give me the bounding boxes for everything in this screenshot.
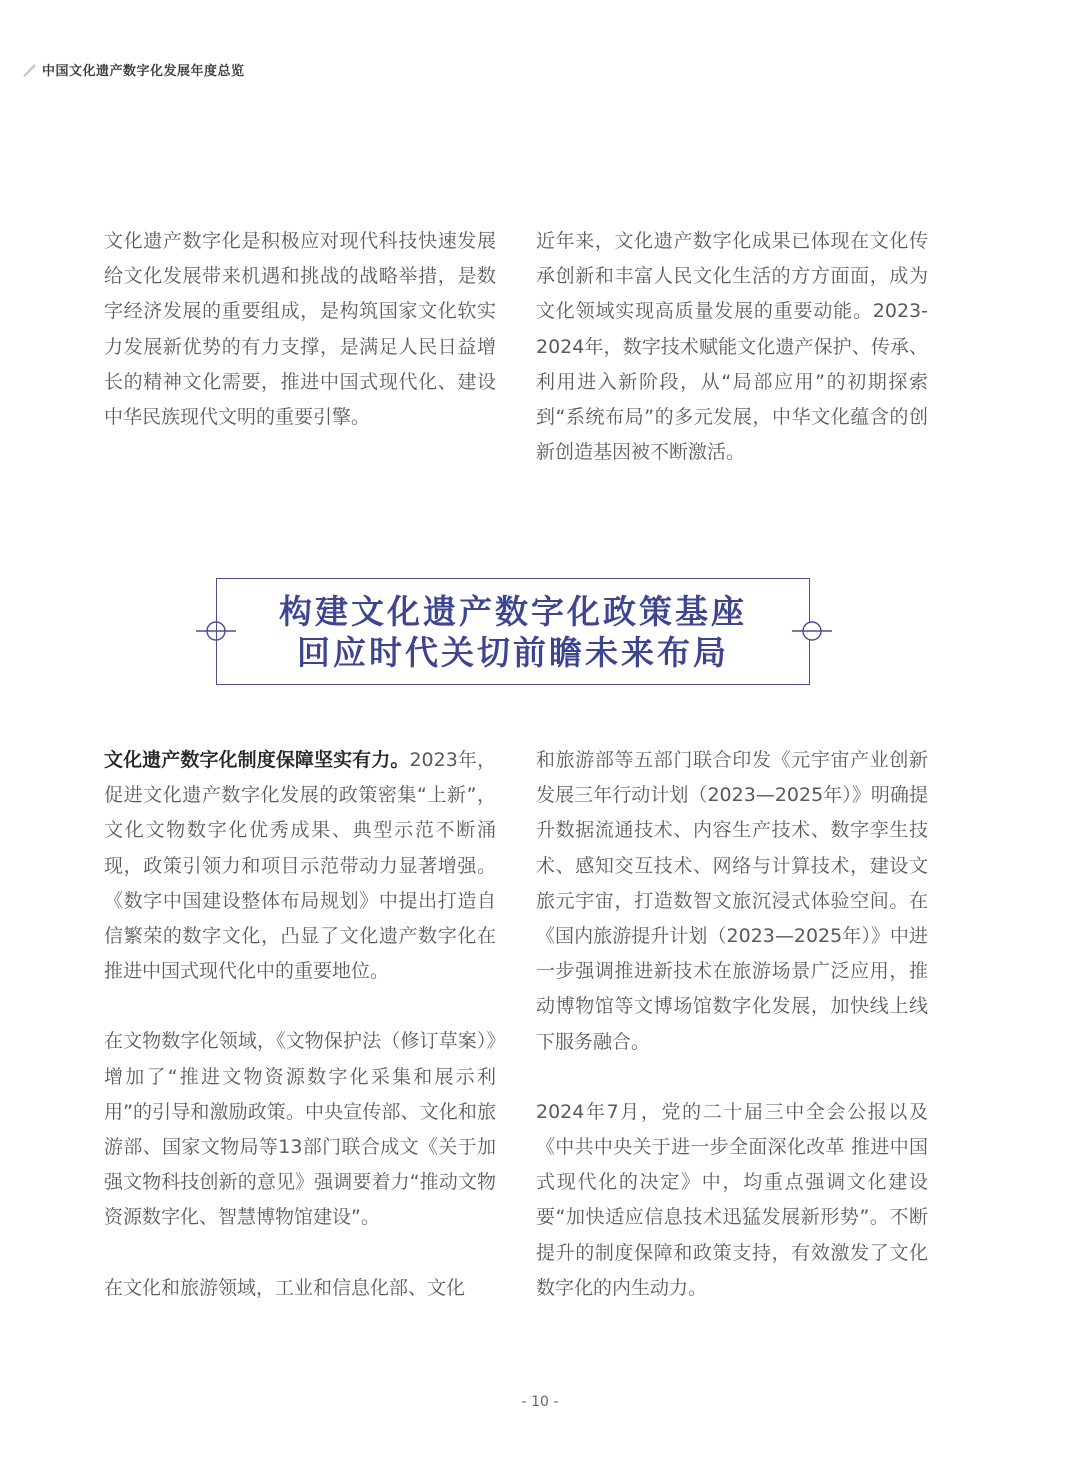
body-paragraph-3-continued: 和旅游部等五部门联合印发《元宇宙产业创新发展三年行动计划（2023—2025年）》明确提升数据流通技术、内容生产技术、数字孪生技术、感知交互技术、网络与计算技术，建设文旅元宇宙，打造数智文旅沉浸式体验空间。在《国内旅游提升计划（2023—2025年）》中进一步强调推进新技术在旅游场景广泛应用，推动博物馆等文博场馆数字化发展，加快线上线下服务融合。 — [536, 749, 928, 1053]
page-number: - 10 - — [521, 1394, 559, 1410]
header-title: 中国文化遗产数字化发展年度总览 — [42, 63, 245, 79]
section-title-line-1: 构建文化遗产数字化政策基座 — [279, 591, 747, 631]
crosshair-ornament-right — [792, 616, 832, 646]
body-paragraph-1 — [104, 743, 496, 989]
paragraph-lead-heading: 文化遗产数字化制度保障坚实有力。 — [104, 749, 410, 771]
body-paragraph-2: 在文物数字化领域，《文物保护法（修订草案）》增加了“推进文物资源数字化采集和展示利用”的引导和激励政策。中央宣传部、文化和旅游部、国家文物局等13部门联合成文《关于加强文物科技创新的意见》强调要着力“推动文物资源数字化、智慧博物馆建设”。 — [104, 1030, 496, 1229]
body-paragraph-4: 2024年7月，党的二十届三中全会公报以及《中共中央关于进一步全面深化改革 推进中国式现代化的决定》中，均重点强调文化建设要“加快适应信息技术迅猛发展新形势”。不断提升的制度保障和政策支持，有效激发了文化数字化的内生动力。 — [536, 1100, 928, 1299]
paragraph-1-text: 2023年，促进文化遗产数字化发展的政策密集“上新”，文化文物数字化优秀成果、典型示范不断涌现，政策引领力和项目示范带动力显著增强。《数字中国建设整体布局规划》中提出打造自信繁荣的数字文化，凸显了文化遗产数字化在推进中国式现代化中的重要地位。 — [104, 749, 496, 983]
intro-right-column — [536, 224, 928, 470]
body-paragraph-3: 在文化和旅游领域，工业和信息化部、文化 — [104, 1276, 466, 1299]
intro-left-paragraph: 文化遗产数字化是积极应对现代科技快速发展给文化发展带来机遇和挑战的战略举措，是数字经济发展的重要组成，是构筑国家文化软实力发展新优势的有力支撑，是满足人民日益增长的精神文化需要，推进中国式现代化、建设中华民族现代文明的重要引擎。 — [104, 230, 496, 429]
body-right-column — [536, 743, 928, 1306]
intro-left-column — [104, 224, 496, 435]
page-header — [22, 58, 245, 80]
section-title-line-2: 回应时代关切前瞻未来布局 — [297, 632, 729, 672]
body-left-column — [104, 743, 496, 1306]
pen-icon — [22, 61, 38, 77]
intro-right-paragraph: 近年来，文化遗产数字化成果已体现在文化传承创新和丰富人民文化生活的方方面面，成为文化领域实现高质量发展的重要动能。2023-2024年，数字技术赋能文化遗产保护、传承、利用进入新阶段，从“局部应用”的初期探索到“系统布局”的多元发展，中华文化蕴含的创新创造基因被不断激活。 — [536, 230, 928, 464]
section-title-box — [216, 578, 810, 685]
